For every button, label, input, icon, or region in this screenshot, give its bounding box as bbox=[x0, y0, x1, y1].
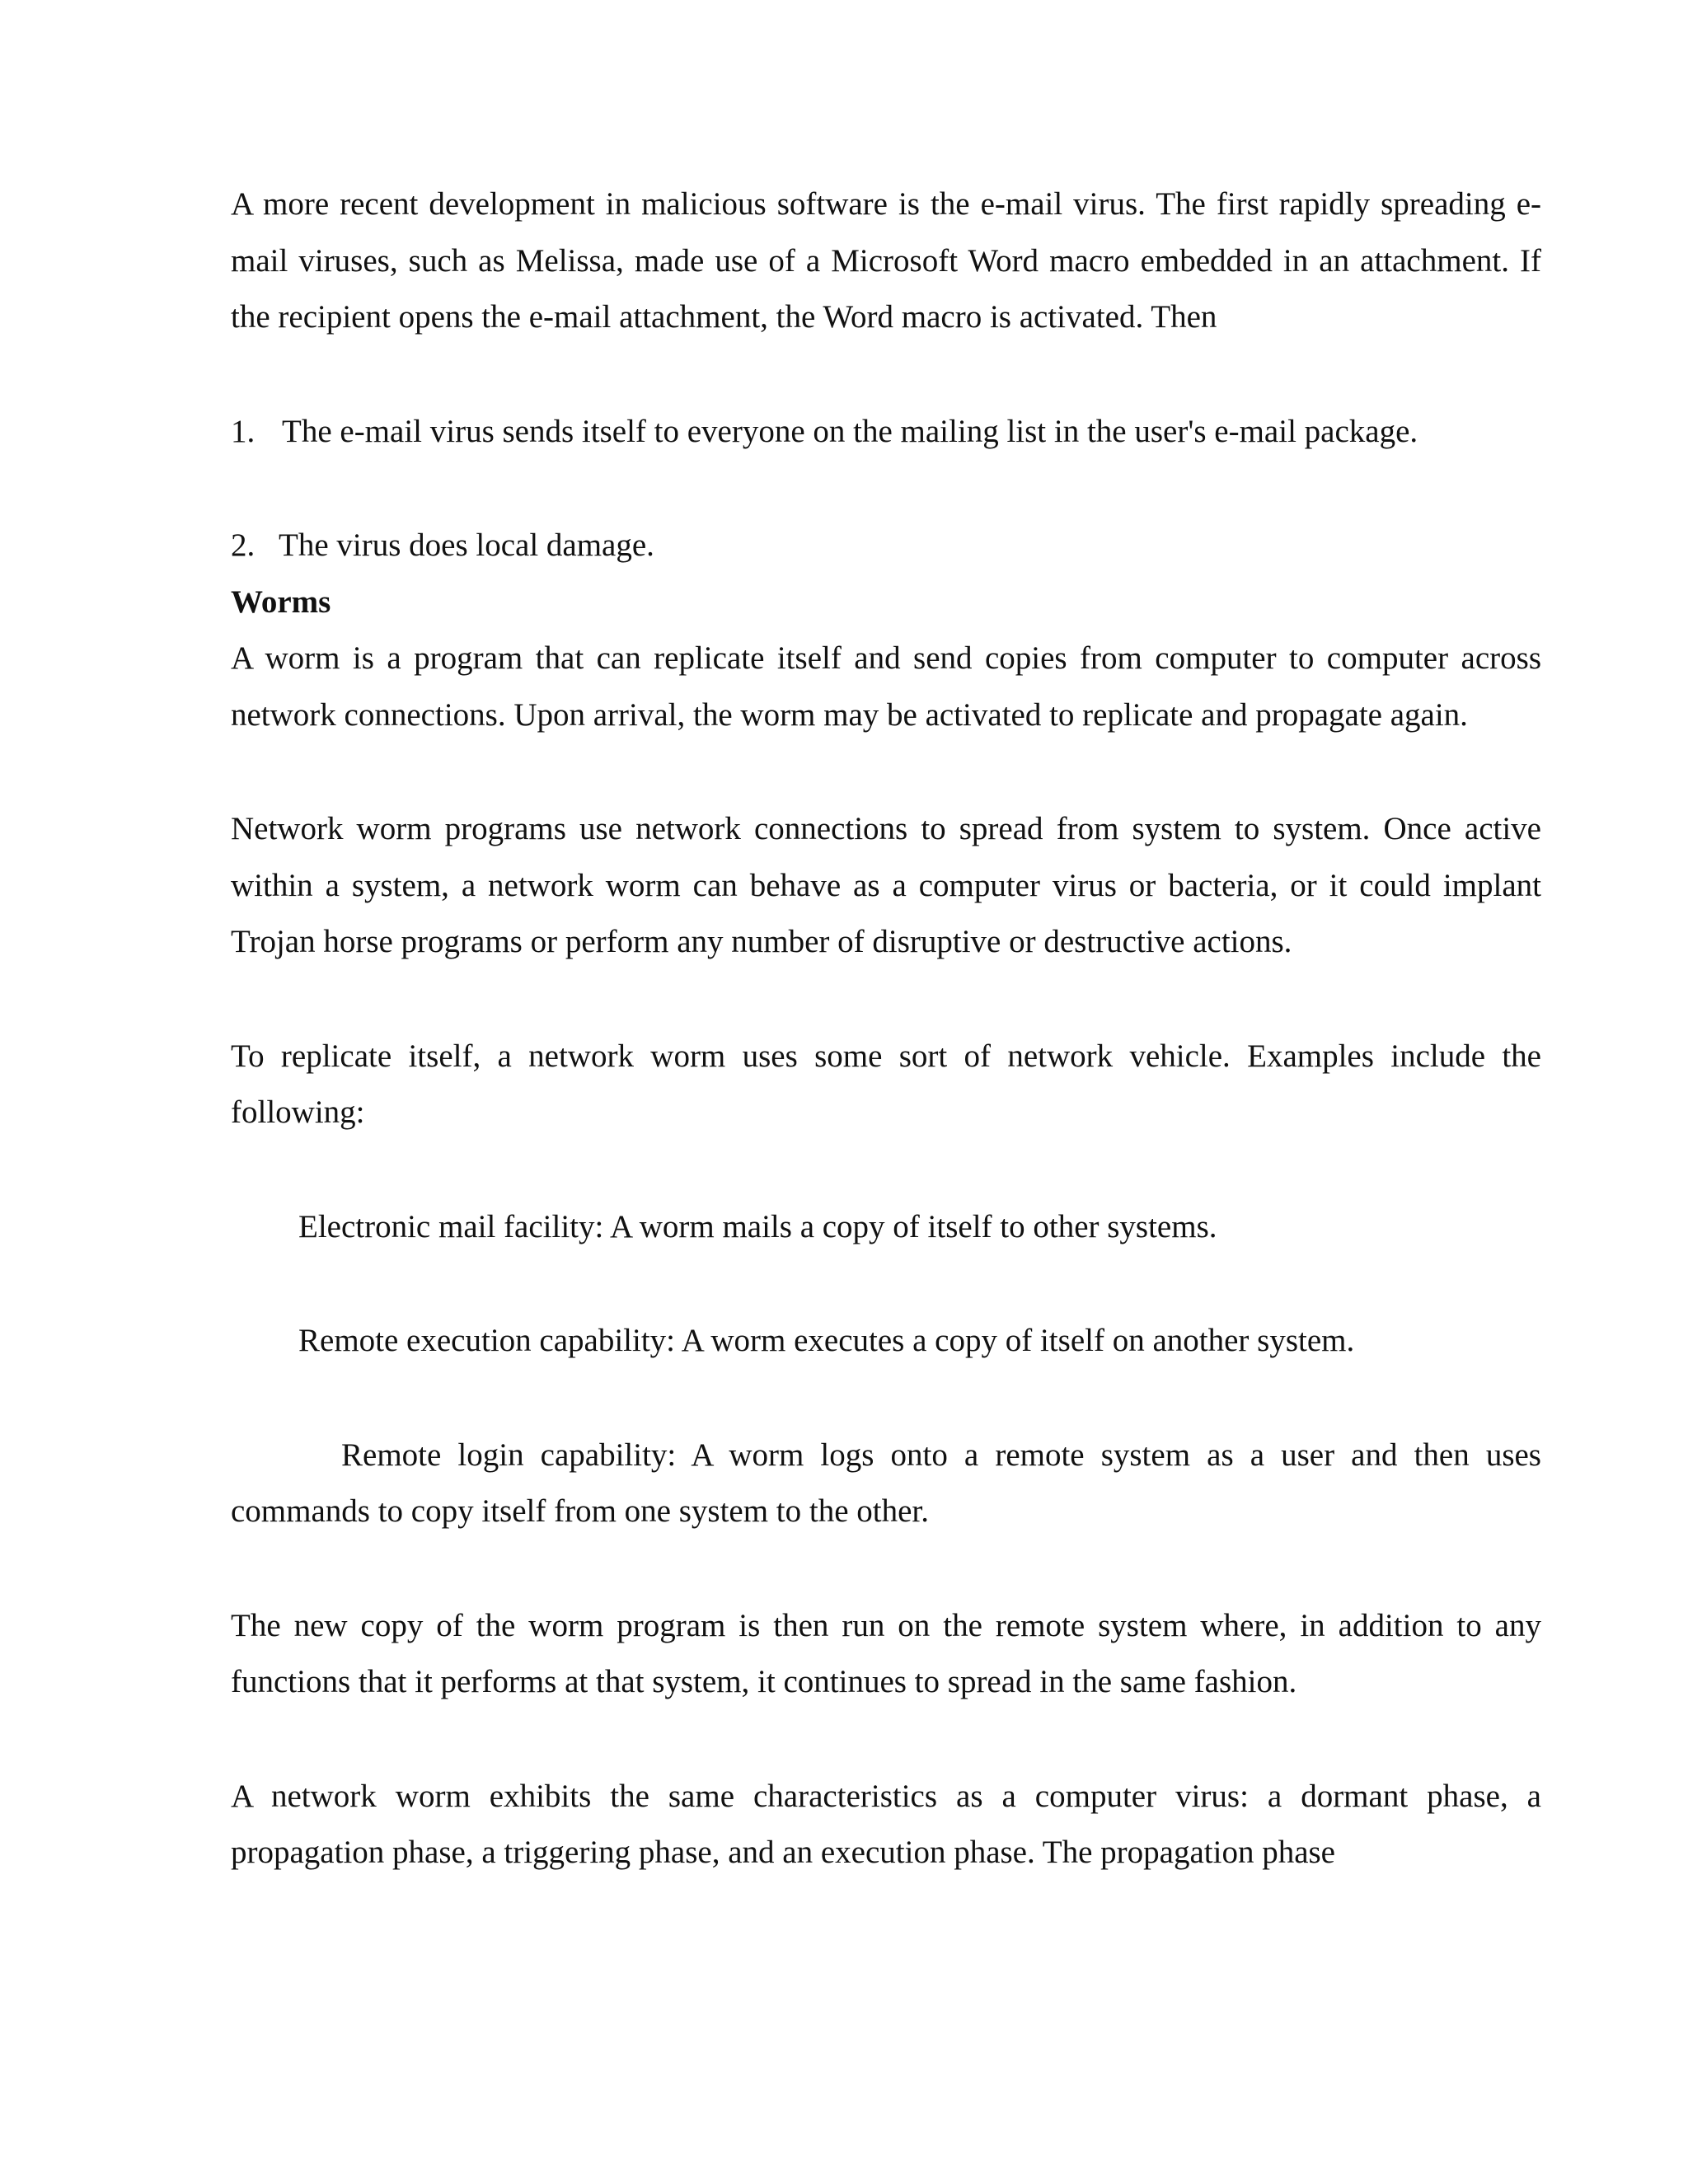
replicate-paragraph: To replicate itself, a network worm uses some sort of network vehicle. Examples include the following: bbox=[231, 1038, 1541, 1130]
example-item-remote-login: Remote login capability: A worm logs onto a remote system as a user and then uses commands to copy itself from one system to the other. bbox=[231, 1436, 1541, 1529]
characteristics-paragraph: A network worm exhibits the same characteristics as a computer virus: a dormant phase, a propagation phase, a triggering phase, and an execution phase. The propagation phase bbox=[231, 1778, 1541, 1870]
list-item-text: The e-mail virus sends itself to everyone on the mailing list in the user's e-mail package. bbox=[282, 413, 1418, 449]
section-heading-worms: Worms bbox=[231, 583, 331, 620]
list-item-number: 2. bbox=[231, 527, 256, 563]
network-worm-paragraph: Network worm programs use network connections to spread from system to system. Once active within a system, a network worm can behave as a computer virus or bacteria, or it could implant Trojan horse programs or perform any number of disruptive or destructive actions. bbox=[231, 811, 1541, 959]
list-item-text: The virus does local damage. bbox=[279, 527, 654, 563]
document-body bbox=[231, 176, 1541, 1882]
list-item-2 bbox=[231, 518, 1541, 574]
worm-definition-paragraph: A worm is a program that can replicate itself and send copies from computer to computer across network connections. Upon arrival, the worm may be activated to replicate and propagate again. bbox=[231, 640, 1541, 733]
intro-paragraph: A more recent development in malicious software is the e-mail virus. The first rapidly spreading e-mail viruses, such as Melissa, made use of a Microsoft Word macro embedded in an attachment. If the recipient opens the e-mail attachment, the Word macro is activated. Then bbox=[231, 186, 1541, 335]
list-item-1 bbox=[231, 404, 1541, 461]
example-item-email: Electronic mail facility: A worm mails a copy of itself to other systems. bbox=[298, 1208, 1217, 1244]
new-copy-paragraph: The new copy of the worm program is then run on the remote system where, in addition to any functions that it performs at that system, it continues to spread in the same fashion. bbox=[231, 1607, 1541, 1699]
example-item-remote-execution: Remote execution capability: A worm executes a copy of itself on another system. bbox=[298, 1323, 1355, 1358]
list-item-number: 1. bbox=[231, 413, 256, 449]
